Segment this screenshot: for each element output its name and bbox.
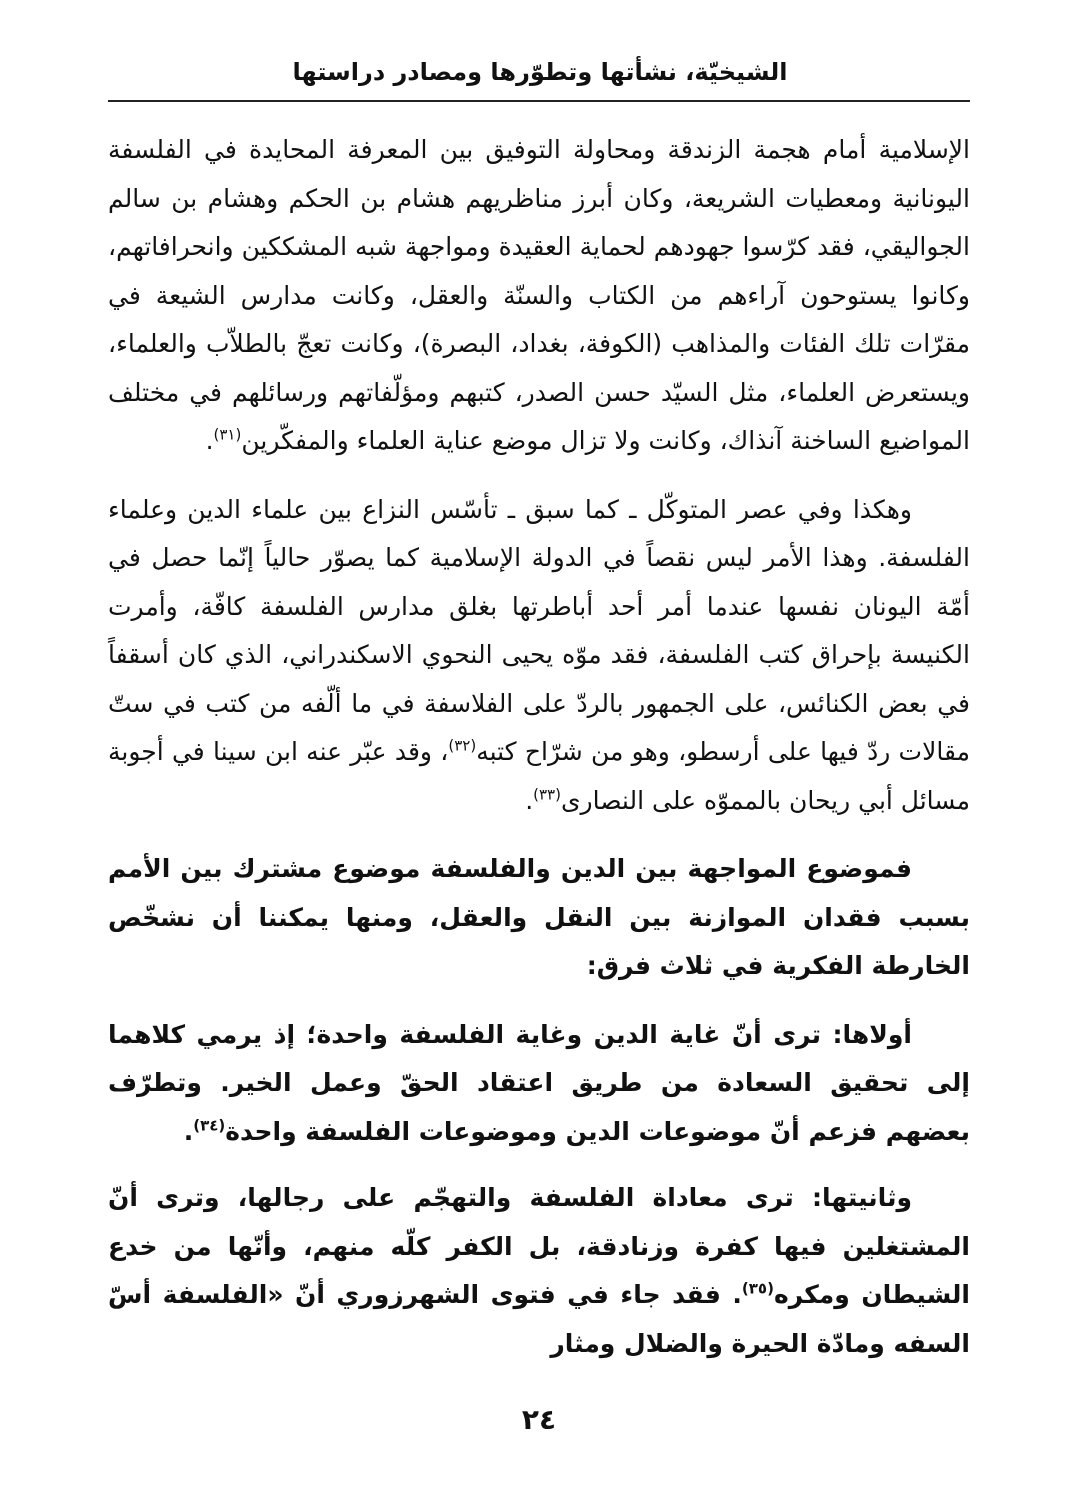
paragraph-5 — [108, 1174, 970, 1368]
paragraph-2-end: . — [525, 785, 534, 815]
paragraph-1-end: . — [205, 426, 214, 455]
body-text — [108, 126, 970, 1388]
paragraph-4-end: . — [183, 1116, 194, 1146]
paragraph-2-text: وهكذا وفي عصر المتوكّل ـ كما سبق ـ تأسّس النزاع بين علماء الدين وعلماء الفلسفة. وهذا الأمر ليس نقصاً في الدولة الإسلامية كما يصوّر حالياً إنّما حصل في أمّة اليونان نفسها عندما أمر أحد أباطرتها بغلق مدارس الفلسفة كافّة، وأمرت الكنيسة بإحراق كتب الفلسفة، فقد موّه يحيى النحوي الاسكندراني، الذي كان أسقفاً في بعض الكنائس، على الجمهور بالردّ على الفلاسفة في ما ألّفه من كتب في ستّ مقالات ردّ فيها على أرسطو، وهو من شرّاح كتبه — [108, 494, 970, 766]
footnote-ref-32: (٣٢) — [448, 736, 477, 755]
header-rule — [108, 100, 970, 102]
paragraph-2 — [108, 486, 970, 826]
footnote-ref-31: (٣١) — [213, 425, 242, 444]
paragraph-3 — [108, 845, 970, 991]
paragraph-5-text: وثانيتها: ترى معاداة الفلسفة والتهجّم على رجالها، وترى أنّ المشتغلين فيها كفرة وزنادقة، بل الكفر كلّه منهم، وأنّها من خدع الشيطان ومكره — [108, 1183, 971, 1309]
page-number: ٢٤ — [521, 1403, 557, 1436]
paragraph-5-continuation: . فقد جاء في فتوى الشهرزوري أنّ «الفلسفة أسّ السفه ومادّة الحيرة والضلال ومثار — [108, 1280, 970, 1358]
paragraph-4-text: أولاها: ترى أنّ غاية الدين وغاية الفلسفة واحدة؛ إذ يرمي كلاهما إلى تحقيق السعادة من طريق اعتقاد الحقّ وعمل الخير. وتطرّف بعضهم فزعم أنّ موضوعات الدين وموضوعات الفلسفة واحدة — [108, 1019, 970, 1146]
running-header: الشيخيّة، نشأتها وتطوّرها ومصادر دراستها — [292, 58, 788, 86]
paragraph-1 — [108, 126, 970, 466]
paragraph-1-text: الإسلامية أمام هجمة الزندقة ومحاولة التوفيق بين المعرفة المحايدة في الفلسفة اليونانية ومعطيات الشريعة، وكان أبرز مناظريهم هشام بن الحكم وهشام بن سالم الجواليقي، فقد كرّسوا جهودهم لحماية العقيدة ومواجهة شبه المشككين وانحرافاتهم، وكانوا يستوحون آراءهم من الكتاب والسنّة والعقل، وكانت مدارس الشيعة في مقرّات تلك الفئات والمذاهب (الكوفة، بغداد، البصرة)، وكانت تعجّ بالطلاّب والعلماء، ويستعرض العلماء، مثل السيّد حسن الصدر، كتبهم ومؤلّفاتهم ورسائلهم في مختلف المواضيع الساخنة آنذاك، وكانت ولا تزال موضع عناية العلماء والمفكّرين — [108, 135, 970, 455]
paragraph-4 — [108, 1011, 970, 1157]
paragraph-2-continuation: ، وقد عبّر عنه ابن سينا في أجوبة مسائل أبي ريحان بالمموّه على النصارى — [108, 737, 970, 815]
paragraph-3-text: فموضوع المواجهة بين الدين والفلسفة موضوع مشترك بين الأمم بسبب فقدان الموازنة بين النقل والعقل، ومنها يمكننا أن نشخّص الخارطة الفكرية في ثلاث فرق: — [108, 854, 970, 980]
footnote-ref-35: (٣٥) — [741, 1279, 774, 1298]
footnote-ref-33: (٣٣) — [533, 785, 561, 804]
footnote-ref-34: (٣٤) — [193, 1116, 226, 1135]
